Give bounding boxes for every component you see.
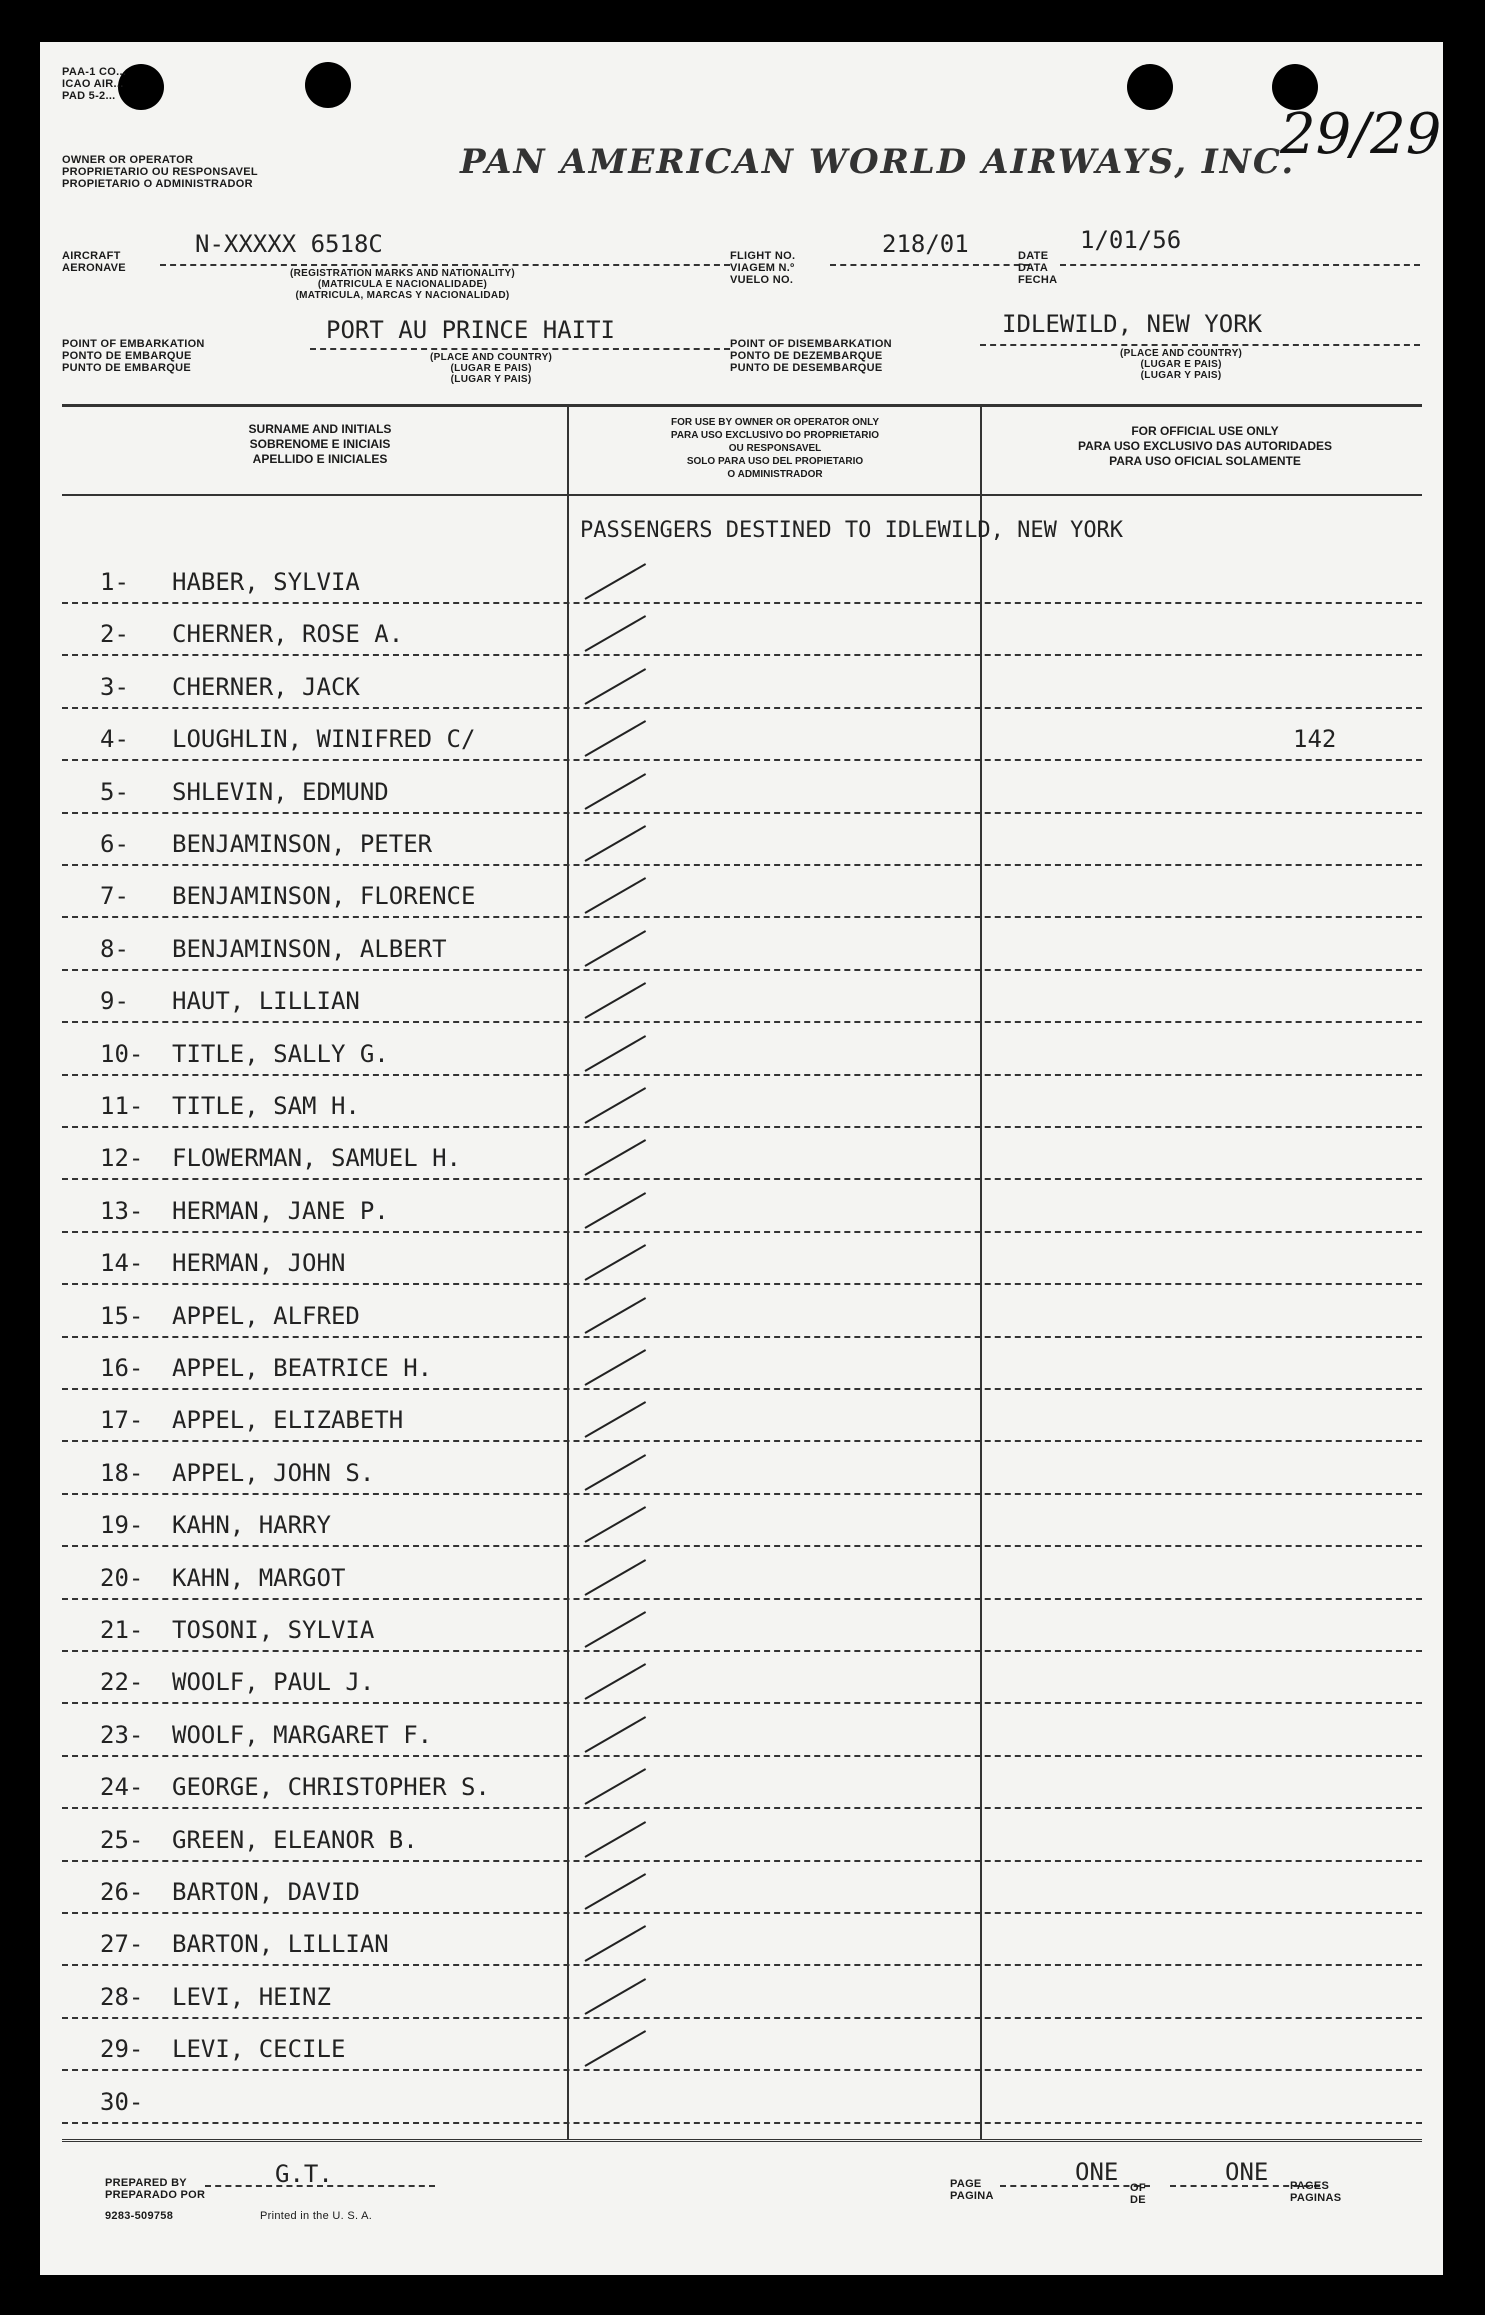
table-row bbox=[70, 1233, 1440, 1285]
passenger-name: HABER, SYLVIA bbox=[172, 568, 360, 596]
passenger-name: APPEL, BEATRICE H. bbox=[172, 1354, 433, 1382]
check-mark bbox=[585, 1664, 647, 1701]
official-code: 142 bbox=[1293, 725, 1337, 754]
check-mark bbox=[585, 878, 647, 915]
page-value: ONE bbox=[1075, 2158, 1119, 2186]
destination-note: PASSENGERS DESTINED TO IDLEWILD, NEW YORK bbox=[580, 518, 1124, 543]
table-row bbox=[70, 552, 1440, 604]
check-mark bbox=[585, 1035, 647, 1072]
passenger-name: CHERNER, ROSE A. bbox=[172, 620, 404, 649]
table-row bbox=[70, 2019, 1440, 2071]
row-number: 15- bbox=[100, 1301, 144, 1330]
row-number: 10- bbox=[100, 1039, 144, 1068]
row-number: 18- bbox=[100, 1458, 144, 1487]
passenger-name: BENJAMINSON, PETER bbox=[172, 830, 433, 858]
field-underline bbox=[830, 264, 1030, 266]
header-bottom-rule bbox=[62, 494, 1422, 496]
row-number: 14- bbox=[100, 1249, 144, 1278]
prepared-label: PREPARED BY PREPARADO POR bbox=[105, 2177, 206, 2201]
table-row bbox=[70, 1181, 1440, 1233]
field-underline bbox=[310, 348, 730, 350]
passenger-name: HERMAN, JANE P. bbox=[172, 1196, 389, 1225]
table-row bbox=[70, 1862, 1440, 1914]
of-label: OF DE bbox=[1130, 2182, 1146, 2206]
table-row bbox=[70, 1338, 1440, 1390]
passenger-name: TITLE, SALLY G. bbox=[172, 1039, 389, 1068]
place-caption: (PLACE AND COUNTRY) (LUGAR E PAIS) (LUGAR Y PAIS) bbox=[1120, 348, 1243, 381]
airline-title: PAN AMERICAN WORLD AIRWAYS, INC. bbox=[460, 142, 1296, 182]
table-row bbox=[70, 1390, 1440, 1442]
punch-hole bbox=[305, 62, 351, 108]
check-mark bbox=[585, 1716, 647, 1753]
aircraft-label: AIRCRAFT AERONAVE bbox=[62, 250, 126, 274]
table-row bbox=[70, 1128, 1440, 1180]
check-mark bbox=[585, 2030, 647, 2067]
check-mark bbox=[585, 1192, 647, 1229]
row-number: 9- bbox=[100, 987, 129, 1016]
punch-hole bbox=[1127, 64, 1173, 110]
check-mark bbox=[585, 1873, 647, 1910]
passenger-name: BARTON, DAVID bbox=[172, 1878, 360, 1906]
table-row bbox=[70, 919, 1440, 971]
row-number: 24- bbox=[100, 1773, 144, 1802]
disembark-label: POINT OF DISEMBARKATION PONTO DE DEZEMBARQUE PUNTO DE DESEMBARQUE bbox=[730, 338, 892, 374]
passenger-name: BENJAMINSON, FLORENCE bbox=[172, 882, 476, 911]
check-mark bbox=[585, 616, 647, 653]
passenger-name: GREEN, ELEANOR B. bbox=[172, 1825, 418, 1854]
row-number: 25- bbox=[100, 1825, 144, 1854]
passenger-name: HERMAN, JOHN bbox=[172, 1249, 346, 1278]
row-number: 11- bbox=[100, 1092, 144, 1120]
printed-note: Printed in the U. S. A. bbox=[260, 2210, 373, 2222]
row-number: 5- bbox=[100, 777, 129, 806]
field-underline bbox=[160, 264, 730, 266]
passenger-name: CHERNER, JACK bbox=[172, 672, 360, 701]
aircraft-value: N-XXXXX 6518C bbox=[195, 230, 383, 258]
table-bottom-rule bbox=[62, 2139, 1422, 2142]
column-header-surname: SURNAME AND INITIALS SOBRENOME E INICIAIS APELLIDO E INICIALES bbox=[248, 422, 392, 466]
embark-value: PORT AU PRINCE HAITI bbox=[326, 316, 615, 344]
check-mark bbox=[585, 720, 647, 757]
table-row bbox=[70, 2072, 1440, 2124]
date-label: DATE DATA FECHA bbox=[1018, 250, 1058, 286]
table-row bbox=[70, 1705, 1440, 1757]
disembark-value: IDLEWILD, NEW YORK bbox=[1002, 310, 1263, 338]
form-code: PAA-1 CO... ICAO AIR... PAD 5-2... bbox=[62, 66, 127, 102]
passenger-name: BENJAMINSON, ALBERT bbox=[172, 934, 447, 963]
passenger-name: WOOLF, MARGARET F. bbox=[172, 1720, 433, 1749]
passenger-name: APPEL, ALFRED bbox=[172, 1301, 360, 1330]
check-mark bbox=[585, 1926, 647, 1963]
row-number: 6- bbox=[100, 830, 129, 858]
row-number: 13- bbox=[100, 1196, 144, 1225]
row-rule bbox=[62, 2122, 1422, 2124]
flight-label: FLIGHT NO. VIAGEM N.º VUELO NO. bbox=[730, 250, 796, 286]
passenger-name: HAUT, LILLIAN bbox=[172, 987, 360, 1016]
column-header-official: FOR OFFICIAL USE ONLY PARA USO EXCLUSIVO DAS AUTORIDADES PARA USO OFICIAL SOLAMENTE bbox=[1077, 424, 1333, 468]
row-number: 23- bbox=[100, 1720, 144, 1749]
check-mark bbox=[585, 1402, 647, 1439]
field-underline bbox=[980, 344, 1420, 346]
place-caption: (PLACE AND COUNTRY) (LUGAR E PAIS) (LUGAR Y PAIS) bbox=[430, 352, 553, 385]
prepared-value: G.T. bbox=[275, 2160, 333, 2188]
pages-label: PAGES PAGINAS bbox=[1290, 2180, 1342, 2204]
row-number: 1- bbox=[100, 568, 129, 596]
row-number: 22- bbox=[100, 1668, 144, 1697]
registration-caption: (REGISTRATION MARKS AND NATIONALITY) (MATRICULA E NACIONALIDADE) (MATRICULA, MARCAS Y NACIONALIDAD) bbox=[290, 268, 516, 301]
form-number: 9283-509758 bbox=[105, 2210, 174, 2222]
passenger-name: LEVI, HEINZ bbox=[172, 1982, 331, 2011]
row-number: 12- bbox=[100, 1144, 144, 1173]
field-underline bbox=[1060, 264, 1420, 266]
owner-label: OWNER OR OPERATOR PROPRIETARIO OU RESPONSAVEL PROPIETARIO O ADMINISTRADOR bbox=[62, 154, 258, 190]
check-mark bbox=[585, 1978, 647, 2015]
check-mark bbox=[585, 1611, 647, 1648]
column-header-operator: FOR USE BY OWNER OR OPERATOR ONLY PARA USO EXCLUSIVO DO PROPRIETARIO OU RESPONSAVEL SOLO PARA USO DEL PROPIETARIO O ADMINISTRADOR bbox=[670, 417, 880, 480]
row-number: 3- bbox=[100, 672, 129, 701]
row-number: 16- bbox=[100, 1354, 144, 1382]
check-mark bbox=[585, 825, 647, 862]
passenger-name: BARTON, LILLIAN bbox=[172, 1930, 389, 1959]
page-label: PAGE PAGINA bbox=[950, 2178, 994, 2202]
passenger-name: GEORGE, CHRISTOPHER S. bbox=[172, 1773, 490, 1802]
row-number: 19- bbox=[100, 1511, 144, 1540]
table-row bbox=[70, 866, 1440, 918]
check-mark bbox=[585, 1454, 647, 1491]
passenger-name: KAHN, MARGOT bbox=[172, 1563, 346, 1592]
table-row bbox=[70, 604, 1440, 656]
table-row bbox=[70, 1443, 1440, 1495]
date-value: 1/01/56 bbox=[1080, 226, 1182, 254]
table-row bbox=[70, 1967, 1440, 2019]
manifest-page bbox=[40, 42, 1443, 2275]
table-row bbox=[70, 1076, 1440, 1128]
field-underline bbox=[205, 2185, 435, 2187]
table-row bbox=[70, 657, 1440, 709]
passenger-name: SHLEVIN, EDMUND bbox=[172, 777, 389, 806]
row-number: 21- bbox=[100, 1616, 144, 1644]
table-row bbox=[70, 1286, 1440, 1338]
check-mark bbox=[585, 563, 647, 600]
table-row bbox=[70, 1810, 1440, 1862]
row-number: 30- bbox=[100, 2087, 144, 2116]
row-number: 8- bbox=[100, 934, 129, 963]
table-row bbox=[70, 1024, 1440, 1076]
check-mark bbox=[585, 1244, 647, 1281]
of-value: ONE bbox=[1225, 2158, 1269, 2186]
table-row bbox=[70, 1495, 1440, 1547]
table-row bbox=[70, 709, 1440, 761]
passenger-name: APPEL, ELIZABETH bbox=[172, 1406, 404, 1435]
row-number: 27- bbox=[100, 1930, 144, 1959]
passenger-name: LOUGHLIN, WINIFRED C/ bbox=[172, 725, 476, 754]
passenger-name: TITLE, SAM H. bbox=[172, 1092, 360, 1120]
table-row bbox=[70, 1914, 1440, 1966]
check-mark bbox=[585, 1506, 647, 1543]
flight-value: 218/01 bbox=[882, 230, 969, 258]
check-mark bbox=[585, 1297, 647, 1334]
table-row bbox=[70, 814, 1440, 866]
passenger-name: LEVI, CECILE bbox=[172, 2035, 346, 2064]
check-mark bbox=[585, 1349, 647, 1386]
check-mark bbox=[585, 1087, 647, 1124]
check-mark bbox=[585, 668, 647, 705]
row-number: 2- bbox=[100, 620, 129, 649]
row-number: 26- bbox=[100, 1878, 144, 1906]
embark-label: POINT OF EMBARKATION PONTO DE EMBARQUE PUNTO DE EMBARQUE bbox=[62, 338, 205, 374]
check-mark bbox=[585, 1821, 647, 1858]
row-number: 17- bbox=[100, 1406, 144, 1435]
check-mark bbox=[585, 1559, 647, 1596]
passenger-name: FLOWERMAN, SAMUEL H. bbox=[172, 1144, 461, 1173]
row-number: 7- bbox=[100, 882, 129, 911]
table-top-rule bbox=[62, 404, 1422, 407]
field-underline bbox=[1000, 2185, 1150, 2187]
passenger-name: WOOLF, PAUL J. bbox=[172, 1668, 375, 1697]
table-row bbox=[70, 1652, 1440, 1704]
row-number: 28- bbox=[100, 1982, 144, 2011]
passenger-name: APPEL, JOHN S. bbox=[172, 1458, 375, 1487]
check-mark bbox=[585, 930, 647, 967]
table-row bbox=[70, 762, 1440, 814]
table-row bbox=[70, 971, 1440, 1023]
passenger-name: KAHN, HARRY bbox=[172, 1511, 331, 1540]
row-number: 29- bbox=[100, 2035, 144, 2064]
check-mark bbox=[585, 1768, 647, 1805]
row-number: 4- bbox=[100, 725, 129, 754]
table-row bbox=[70, 1548, 1440, 1600]
row-number: 20- bbox=[100, 1563, 144, 1592]
check-mark bbox=[585, 1140, 647, 1177]
table-row bbox=[70, 1757, 1440, 1809]
table-row bbox=[70, 1600, 1440, 1652]
check-mark bbox=[585, 982, 647, 1019]
page-mark-handwritten: 29/29 bbox=[1280, 102, 1442, 167]
check-mark bbox=[585, 773, 647, 810]
passenger-name: TOSONI, SYLVIA bbox=[172, 1616, 375, 1644]
